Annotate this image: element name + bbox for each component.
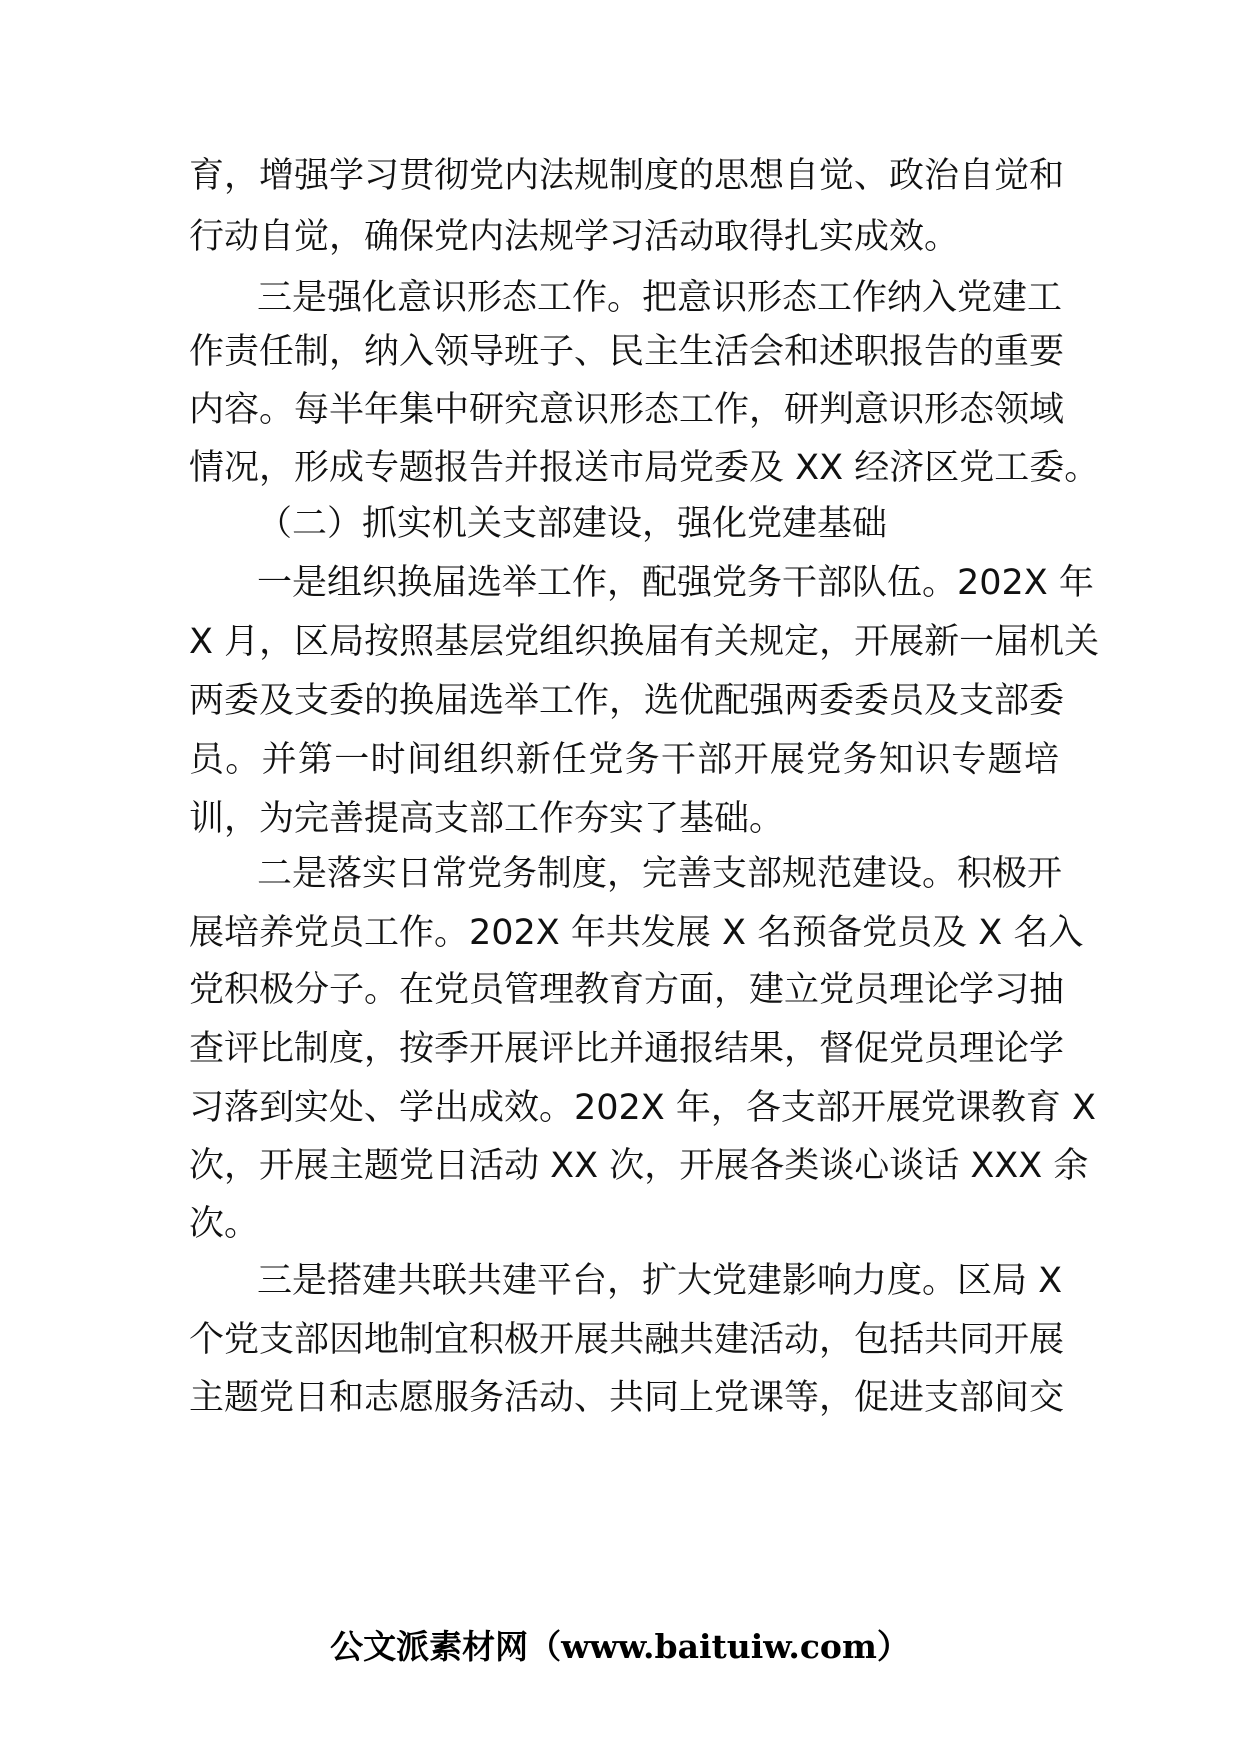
- body-line: 情况，形成专题报告并报送市局党委及 XX 经济区党工委。: [189, 448, 1100, 488]
- body-line: 次。: [189, 1204, 260, 1244]
- body-line: 内容。每半年集中研究意识形态工作，研判意识形态领域: [189, 390, 1065, 430]
- section-heading: （二）抓实机关支部建设，强化党建基础: [257, 504, 888, 544]
- body-line: 行动自觉，确保党内法规学习活动取得扎实成效。: [189, 217, 960, 257]
- body-line: 查评比制度，按季开展评比并通报结果，督促党员理论学: [189, 1029, 1065, 1069]
- body-line: X 月，区局按照基层党组织换届有关规定，开展新一届机关: [189, 622, 1100, 662]
- body-line: 习落到实处、学出成效。202X 年，各支部开展党课教育 X: [189, 1088, 1097, 1128]
- body-line: 主题党日和志愿服务活动、共同上党课等，促进支部间交: [189, 1378, 1065, 1418]
- body-line: 员。并第一时间组织新任党务干部开展党务知识专题培: [189, 740, 1059, 780]
- body-line: 个党支部因地制宜积极开展共融共建活动，包括共同开展: [189, 1320, 1065, 1360]
- watermark-footer: 公文派素材网（www.baituiw.com）: [330, 1627, 910, 1666]
- body-line: 党积极分子。在党员管理教育方面，建立党员理论学习抽: [189, 970, 1065, 1010]
- body-line: 训，为完善提高支部工作夯实了基础。: [189, 799, 785, 839]
- body-line: 次，开展主题党日活动 XX 次，开展各类谈心谈话 XXX 余: [189, 1146, 1089, 1186]
- body-line: 二是落实日常党务制度，完善支部规范建设。积极开: [257, 854, 1063, 894]
- body-line: 作责任制，纳入领导班子、民主生活会和述职报告的重要: [189, 332, 1065, 372]
- body-line: 两委及支委的换届选举工作，选优配强两委委员及支部委: [189, 681, 1065, 721]
- body-line: 展培养党员工作。202X 年共发展 X 名预备党员及 X 名入: [189, 913, 1084, 953]
- body-line: 三是搭建共联共建平台，扩大党建影响力度。区局 X: [257, 1261, 1063, 1301]
- body-line: 三是强化意识形态工作。把意识形态工作纳入党建工: [257, 278, 1063, 318]
- body-line: 一是组织换届选举工作，配强党务干部队伍。202X 年: [257, 563, 1094, 603]
- body-line: 育，增强学习贯彻党内法规制度的思想自觉、政治自觉和: [189, 156, 1065, 196]
